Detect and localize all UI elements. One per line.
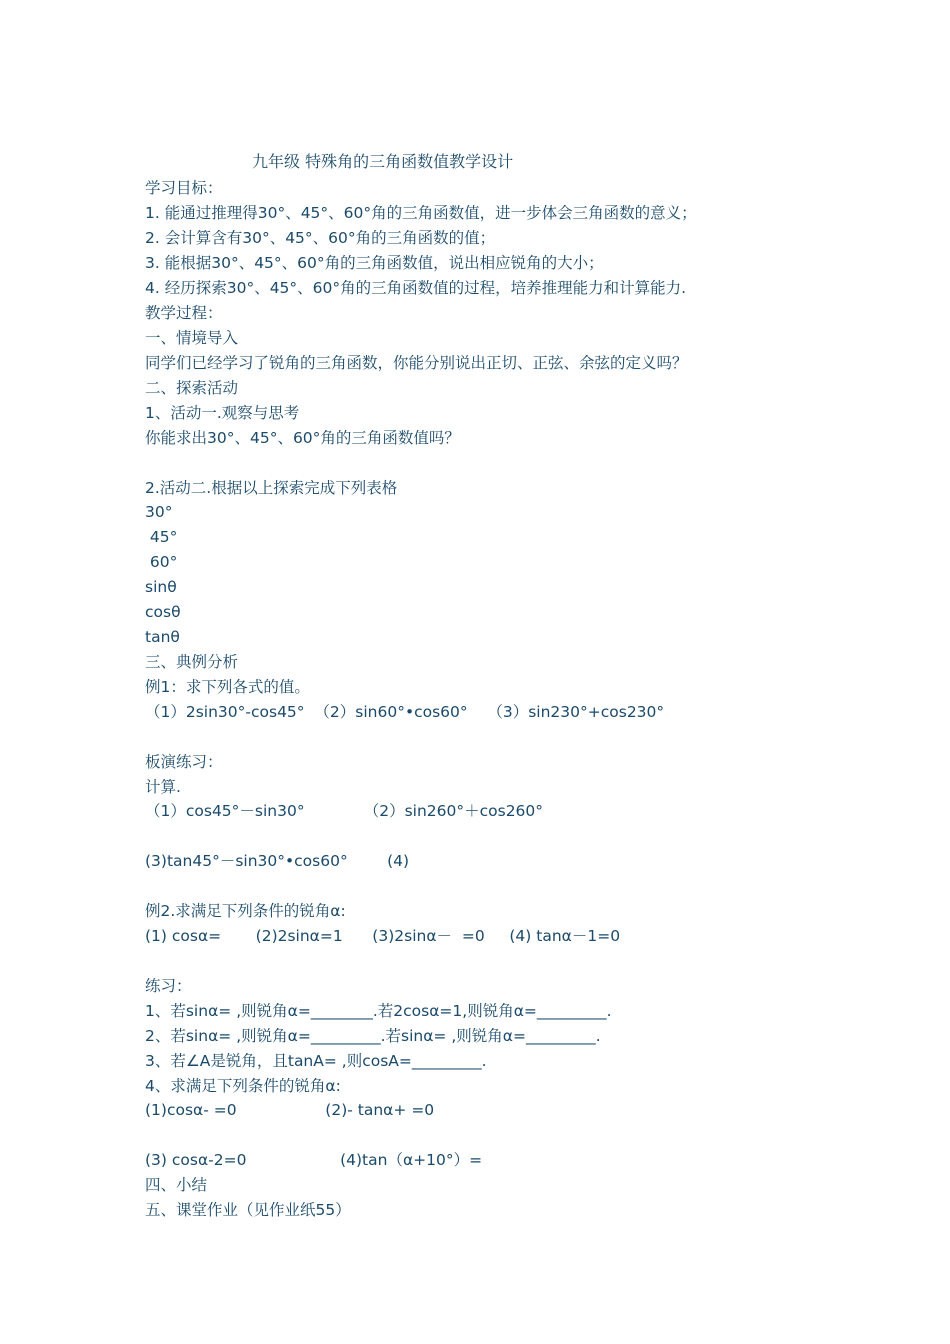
example-items: （1）2sin30°-cos45° （2）sin60°•cos60° （3）sin230°+cos230° <box>145 703 665 721</box>
practice-item: 3、若∠A是锐角，且tanA= ,则cosA=_________. <box>145 1052 487 1070</box>
goal-item: 3. 能根据30°、45°、60°角的三角函数值，说出相应锐角的大小； <box>145 254 604 272</box>
practice-heading: 练习： <box>145 977 192 995</box>
exercise-line: (3)tan45°－sin30°•cos60° (4) <box>145 852 410 870</box>
exercise-line: （1）cos45°－sin30° （2）sin260°＋cos260° <box>145 802 544 820</box>
section-heading: 四、小结 <box>145 1176 208 1194</box>
calc-label: 计算. <box>145 778 181 796</box>
table-cell: 30° <box>145 503 173 521</box>
paragraph: 你能求出30°、45°、60°角的三角函数值吗？ <box>145 429 460 447</box>
goals-heading: 学习目标： <box>145 179 223 197</box>
paragraph: 同学们已经学习了锐角的三角函数，你能分别说出正切、正弦、余弦的定义吗？ <box>145 354 688 372</box>
example-heading: 例1：求下列各式的值。 <box>145 678 310 696</box>
table-cell: sinθ <box>145 578 177 596</box>
practice-item: 4、求满足下列条件的锐角α: <box>145 1077 341 1095</box>
practice-item: 2、若sinα= ,则锐角α=_________.若sinα= ,则锐角α=_________. <box>145 1027 601 1045</box>
goal-item: 4. 经历探索30°、45°、60°角的三角函数值的过程，培养推理能力和计算能力. <box>145 279 687 297</box>
board-heading: 板演练习： <box>145 753 223 771</box>
table-cell: cosθ <box>145 603 181 621</box>
section-heading: 五、课堂作业（见作业纸55） <box>145 1201 351 1219</box>
table-cell: tanθ <box>145 628 180 646</box>
goal-item: 2. 会计算含有30°、45°、60°角的三角函数的值； <box>145 229 496 247</box>
document-title: 九年级 特殊角的三角函数值教学设计 <box>252 152 514 171</box>
activity-heading: 1、活动一.观察与思考 <box>145 404 300 422</box>
activity-heading: 2.活动二.根据以上探索完成下列表格 <box>145 479 398 497</box>
table-cell: 60° <box>145 553 178 571</box>
example-items: (1) cosα= (2)2sinα=1 (3)2sinα－ =0 (4) tanα－1=0 <box>145 927 621 945</box>
section-heading: 一、情境导入 <box>145 329 239 347</box>
section-heading: 三、典例分析 <box>145 653 239 671</box>
example-heading: 例2.求满足下列条件的锐角α: <box>145 902 346 920</box>
exercise-line: (3) cosα-2=0 (4)tan（α+10°）= <box>145 1151 483 1169</box>
exercise-line: (1)cosα- =0 (2)- tanα+ =0 <box>145 1101 435 1119</box>
process-heading: 教学过程： <box>145 304 223 322</box>
section-heading: 二、探索活动 <box>145 379 239 397</box>
practice-item: 1、若sinα= ,则锐角α=________.若2cosα=1,则锐角α=_________. <box>145 1002 612 1020</box>
goal-item: 1. 能通过推理得30°、45°、60°角的三角函数值，进一步体会三角函数的意义； <box>145 204 697 222</box>
table-cell: 45° <box>145 528 178 546</box>
